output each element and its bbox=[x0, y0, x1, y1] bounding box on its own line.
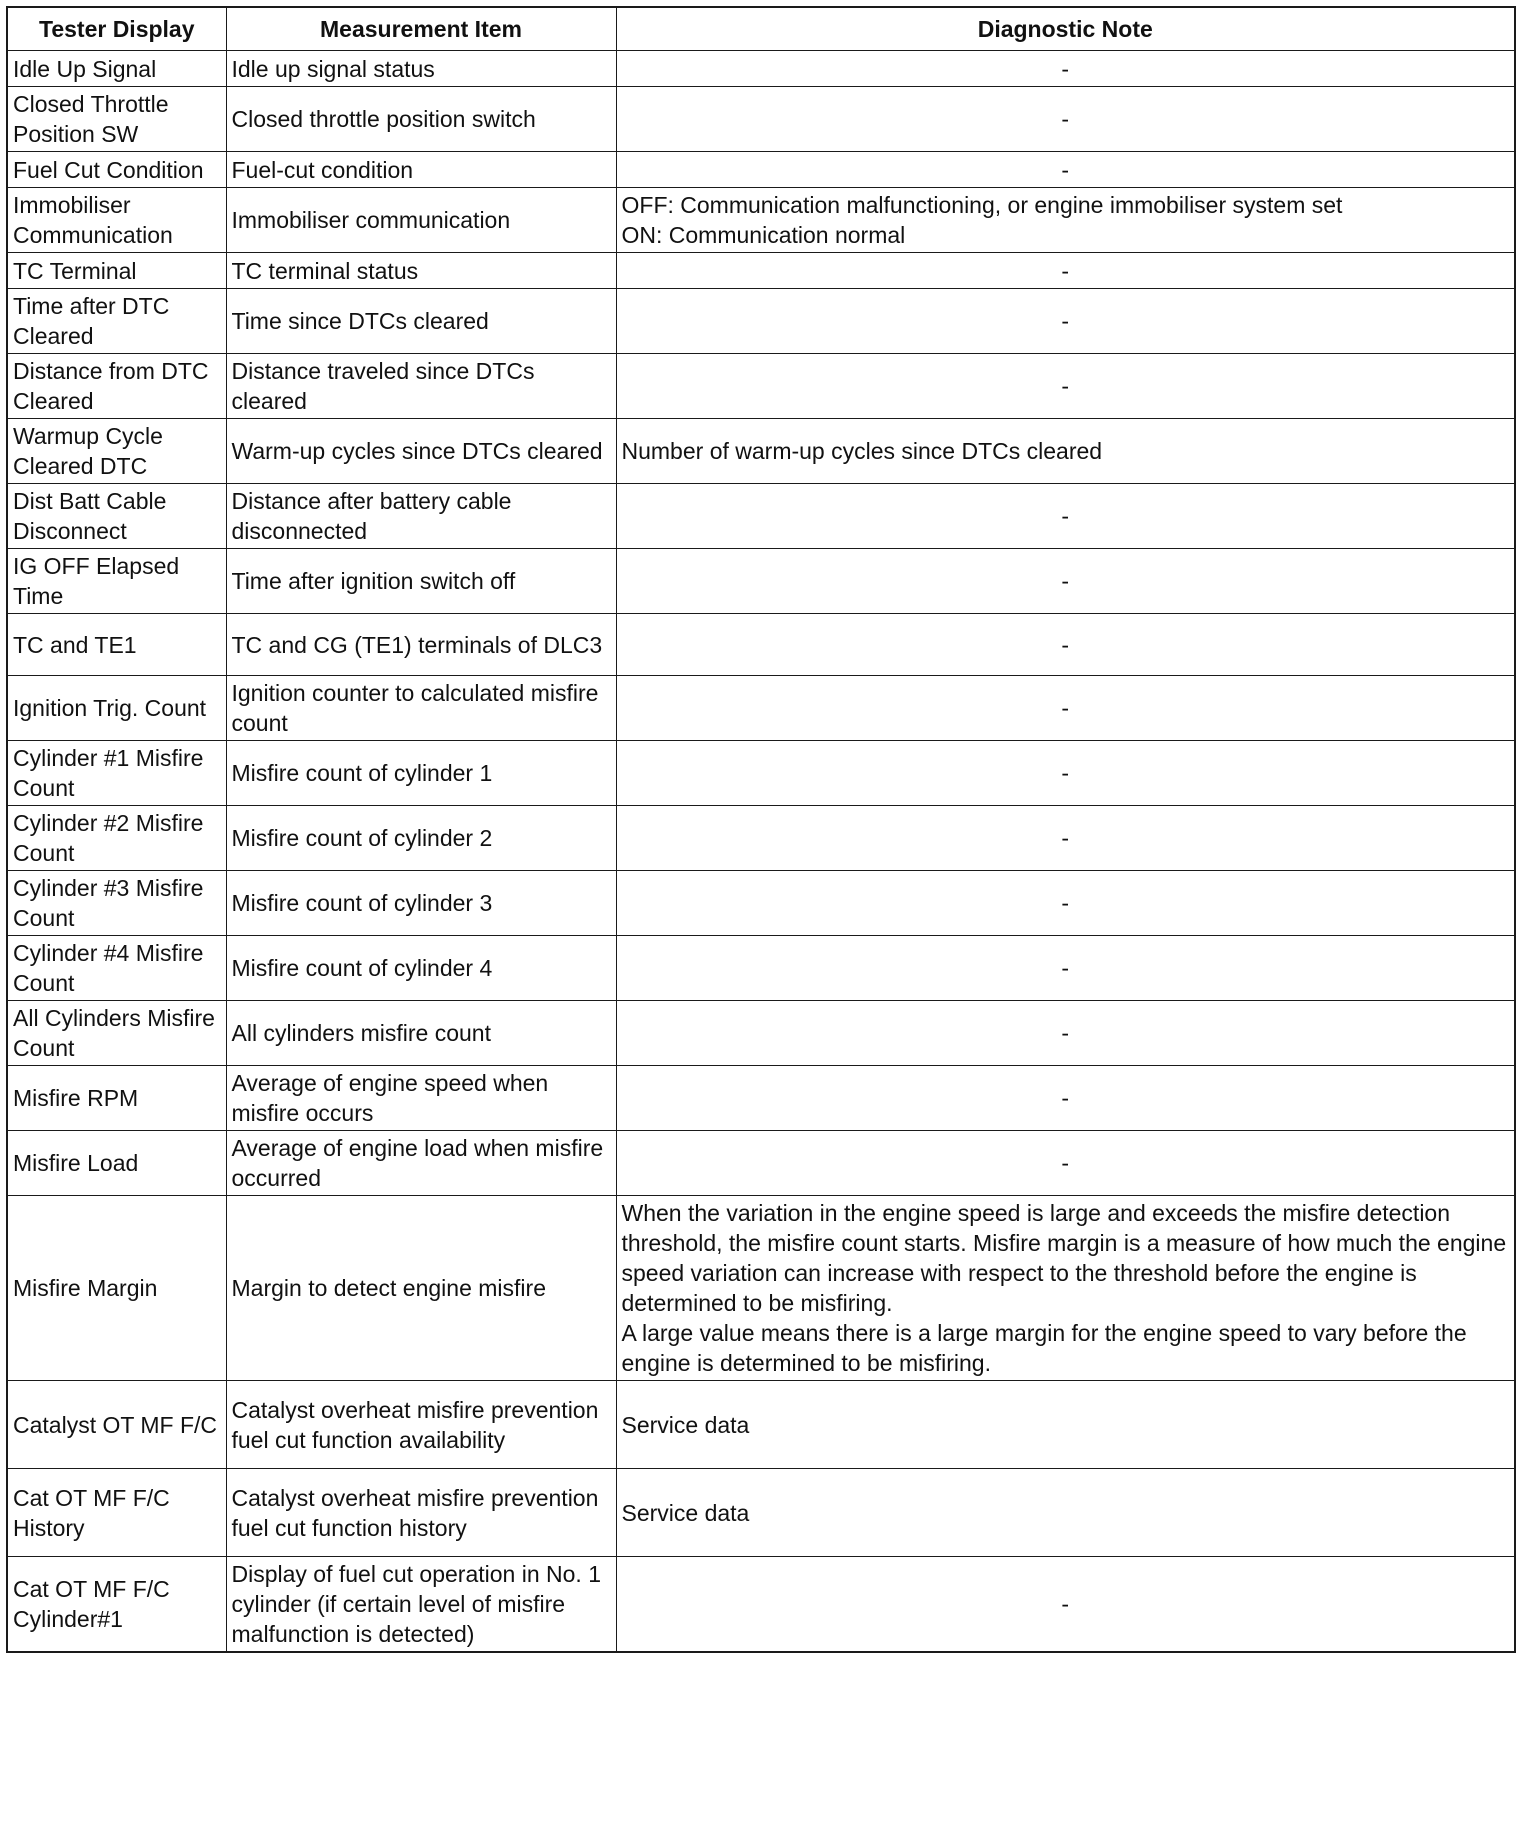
measurement-item-cell: Margin to detect engine misfire bbox=[226, 1196, 616, 1381]
measurement-item-cell: Time after ignition switch off bbox=[226, 549, 616, 614]
measurement-item-cell: All cylinders misfire count bbox=[226, 1001, 616, 1066]
tester-display-cell: All Cylinders Misfire Count bbox=[7, 1001, 226, 1066]
measurement-item-cell: Closed throttle position switch bbox=[226, 87, 616, 152]
table-row bbox=[7, 1196, 1515, 1381]
measurement-item-cell: Distance after battery cable disconnected bbox=[226, 484, 616, 549]
measurement-item-cell: Misfire count of cylinder 2 bbox=[226, 806, 616, 871]
diagnostic-note-cell: - bbox=[616, 1066, 1515, 1131]
tester-display-cell: Warmup Cycle Cleared DTC bbox=[7, 419, 226, 484]
tester-display-cell: Cylinder #2 Misfire Count bbox=[7, 806, 226, 871]
table-body bbox=[7, 51, 1515, 1653]
measurement-item-cell: TC and CG (TE1) terminals of DLC3 bbox=[226, 614, 616, 676]
table-row bbox=[7, 152, 1515, 188]
table-row bbox=[7, 741, 1515, 806]
measurement-item-cell: TC terminal status bbox=[226, 253, 616, 289]
measurement-item-cell: Average of engine speed when misfire occurs bbox=[226, 1066, 616, 1131]
table-row bbox=[7, 354, 1515, 419]
diagnostic-note-cell: - bbox=[616, 289, 1515, 354]
tester-display-cell: Catalyst OT MF F/C bbox=[7, 1381, 226, 1469]
diagnostic-note-cell: - bbox=[616, 549, 1515, 614]
diagnostic-note-cell: - bbox=[616, 936, 1515, 1001]
tester-display-cell: TC Terminal bbox=[7, 253, 226, 289]
measurement-item-cell: Immobiliser communication bbox=[226, 188, 616, 253]
measurement-item-cell: Warm-up cycles since DTCs cleared bbox=[226, 419, 616, 484]
diagnostic-note-cell: - bbox=[616, 1131, 1515, 1196]
diagnostic-note-cell: - bbox=[616, 871, 1515, 936]
measurement-item-cell: Time since DTCs cleared bbox=[226, 289, 616, 354]
table-row bbox=[7, 676, 1515, 741]
table-row bbox=[7, 188, 1515, 253]
diagnostic-note-cell: - bbox=[616, 354, 1515, 419]
table-row bbox=[7, 614, 1515, 676]
table-row bbox=[7, 419, 1515, 484]
tester-display-cell: Idle Up Signal bbox=[7, 51, 226, 87]
tester-display-cell: Misfire Margin bbox=[7, 1196, 226, 1381]
diagnostic-note-cell: - bbox=[616, 676, 1515, 741]
measurement-item-cell: Idle up signal status bbox=[226, 51, 616, 87]
diagnostic-note-cell: Service data bbox=[616, 1381, 1515, 1469]
tester-display-cell: Distance from DTC Cleared bbox=[7, 354, 226, 419]
measurement-item-cell: Catalyst overheat misfire prevention fuel cut function history bbox=[226, 1469, 616, 1557]
measurement-item-cell: Catalyst overheat misfire prevention fuel cut function availability bbox=[226, 1381, 616, 1469]
tester-display-cell: Misfire RPM bbox=[7, 1066, 226, 1131]
diagnostic-note-cell: - bbox=[616, 1557, 1515, 1653]
measurement-item-cell: Misfire count of cylinder 3 bbox=[226, 871, 616, 936]
header-diagnostic-note: Diagnostic Note bbox=[616, 7, 1515, 51]
diagnostic-note-cell: When the variation in the engine speed is large and exceeds the misfire detection threshold, the misfire count starts. Misfire margin is a measure of how much the engine speed variation can increase with respect to the threshold before the engine is determined to be misfiring. A large value means there is a large margin for the engine speed to vary before the engine is determined to be misfiring. bbox=[616, 1196, 1515, 1381]
measurement-item-cell: Ignition counter to calculated misfire count bbox=[226, 676, 616, 741]
measurement-item-cell: Average of engine load when misfire occurred bbox=[226, 1131, 616, 1196]
tester-display-cell: Cat OT MF F/C History bbox=[7, 1469, 226, 1557]
diagnostic-note-cell: - bbox=[616, 1001, 1515, 1066]
tester-display-cell: Time after DTC Cleared bbox=[7, 289, 226, 354]
table-row bbox=[7, 1131, 1515, 1196]
table-row bbox=[7, 806, 1515, 871]
tester-display-cell: Cylinder #4 Misfire Count bbox=[7, 936, 226, 1001]
measurement-item-cell: Display of fuel cut operation in No. 1 cylinder (if certain level of misfire malfunction is detected) bbox=[226, 1557, 616, 1653]
measurement-item-cell: Distance traveled since DTCs cleared bbox=[226, 354, 616, 419]
tester-display-cell: Immobiliser Communication bbox=[7, 188, 226, 253]
header-measurement-item: Measurement Item bbox=[226, 7, 616, 51]
diagnostic-note-cell: - bbox=[616, 806, 1515, 871]
diagnostic-note-cell: - bbox=[616, 51, 1515, 87]
table-row bbox=[7, 1557, 1515, 1653]
table-row bbox=[7, 484, 1515, 549]
header-tester-display: Tester Display bbox=[7, 7, 226, 51]
diagnostic-note-cell: - bbox=[616, 253, 1515, 289]
measurement-item-cell: Fuel-cut condition bbox=[226, 152, 616, 188]
table-row bbox=[7, 1381, 1515, 1469]
tester-display-cell: Ignition Trig. Count bbox=[7, 676, 226, 741]
diagnostic-note-cell: - bbox=[616, 152, 1515, 188]
tester-display-cell: Misfire Load bbox=[7, 1131, 226, 1196]
table-row bbox=[7, 51, 1515, 87]
diagnostic-note-cell: Number of warm-up cycles since DTCs cleared bbox=[616, 419, 1515, 484]
table-row bbox=[7, 1469, 1515, 1557]
diagnostic-note-cell: - bbox=[616, 484, 1515, 549]
tester-display-cell: Dist Batt Cable Disconnect bbox=[7, 484, 226, 549]
table-row bbox=[7, 871, 1515, 936]
table-row bbox=[7, 1001, 1515, 1066]
diagnostic-note-cell: Service data bbox=[616, 1469, 1515, 1557]
tester-data-table bbox=[6, 6, 1516, 1653]
table-row bbox=[7, 1066, 1515, 1131]
tester-display-cell: Fuel Cut Condition bbox=[7, 152, 226, 188]
tester-display-cell: Cylinder #1 Misfire Count bbox=[7, 741, 226, 806]
diagnostic-note-cell: OFF: Communication malfunctioning, or engine immobiliser system set ON: Communication normal bbox=[616, 188, 1515, 253]
header-row bbox=[7, 7, 1515, 51]
diagnostic-note-cell: - bbox=[616, 614, 1515, 676]
table-row bbox=[7, 936, 1515, 1001]
table-row bbox=[7, 253, 1515, 289]
diagnostic-note-cell: - bbox=[616, 741, 1515, 806]
tester-display-cell: Cylinder #3 Misfire Count bbox=[7, 871, 226, 936]
measurement-item-cell: Misfire count of cylinder 1 bbox=[226, 741, 616, 806]
table-row bbox=[7, 289, 1515, 354]
measurement-item-cell: Misfire count of cylinder 4 bbox=[226, 936, 616, 1001]
tester-display-cell: Cat OT MF F/C Cylinder#1 bbox=[7, 1557, 226, 1653]
diagnostic-note-cell: - bbox=[616, 87, 1515, 152]
table-row bbox=[7, 87, 1515, 152]
tester-display-cell: IG OFF Elapsed Time bbox=[7, 549, 226, 614]
tester-display-cell: Closed Throttle Position SW bbox=[7, 87, 226, 152]
tester-display-cell: TC and TE1 bbox=[7, 614, 226, 676]
table-row bbox=[7, 549, 1515, 614]
